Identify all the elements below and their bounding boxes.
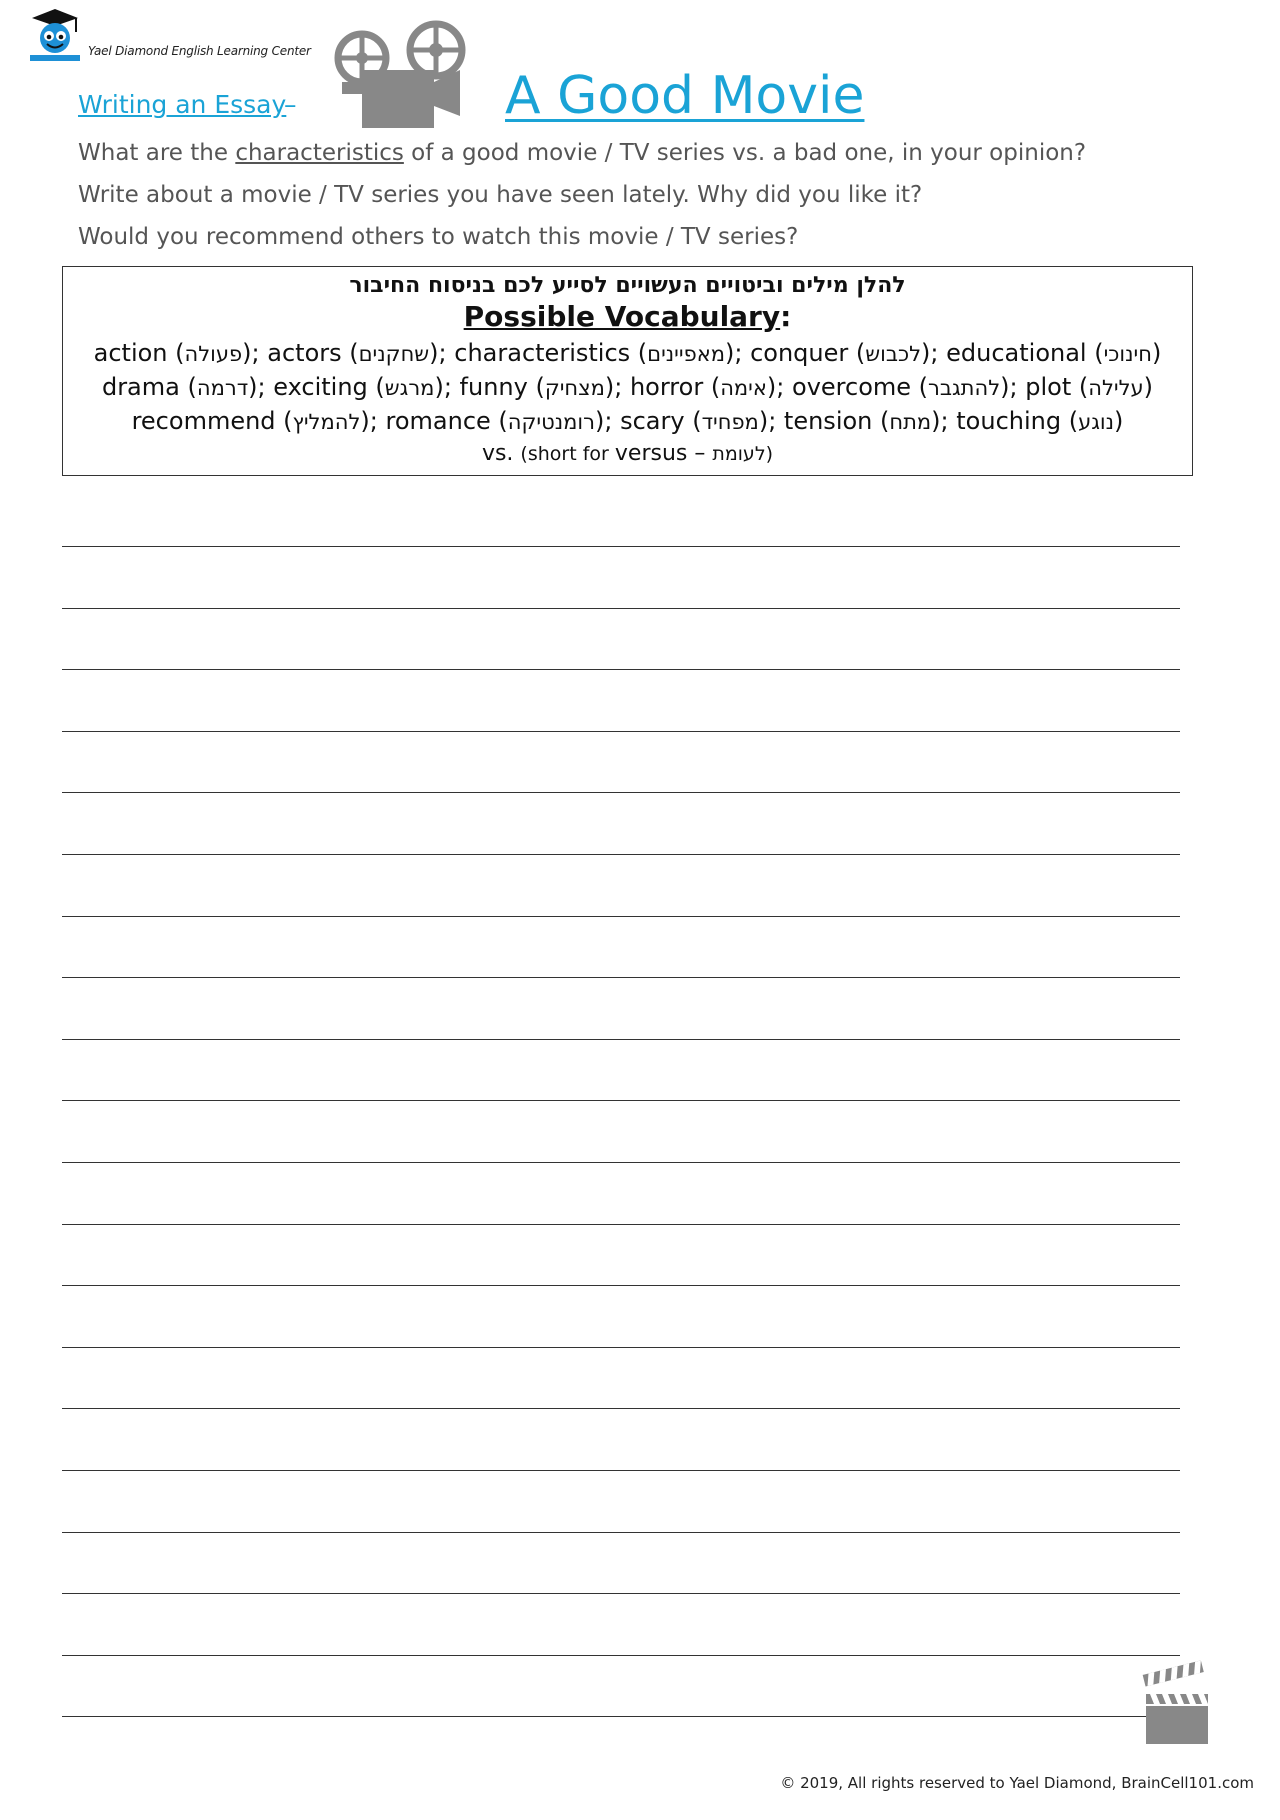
vocabulary-word: scary (מפחיד) — [620, 407, 769, 435]
writing-line[interactable] — [62, 1039, 1180, 1040]
prompt-write-about: Write about a movie / TV series you have seen lately. Why did you like it? — [78, 182, 923, 208]
vocabulary-word: drama (דרמה) — [101, 373, 258, 401]
vocabulary-word: horror (אימה) — [629, 373, 777, 401]
writing-line[interactable] — [62, 792, 1180, 793]
vocabulary-word: action (פעולה) — [93, 339, 252, 367]
writing-line[interactable] — [62, 1100, 1180, 1101]
vocabulary-word: overcome (להתגבר) — [792, 373, 1010, 401]
vocabulary-word: plot (עלילה) — [1025, 373, 1154, 401]
writing-line[interactable] — [62, 731, 1180, 732]
vocabulary-word: touching (נוגע) — [956, 407, 1124, 435]
vocabulary-word: educational (חינוכי) — [946, 339, 1162, 367]
braincell-logo-icon — [26, 6, 84, 62]
writing-line[interactable] — [62, 854, 1180, 855]
writing-line[interactable] — [62, 1162, 1180, 1163]
essay-subtitle[interactable]: Writing an Essay — [78, 90, 287, 119]
vocabulary-word: actors (שחקנים) — [267, 339, 439, 367]
vocabulary-word: recommend (להמליץ) — [131, 407, 370, 435]
vocabulary-word: tension (מתח) — [783, 407, 941, 435]
vocabulary-word: exciting (מרגש) — [273, 373, 444, 401]
writing-line[interactable] — [62, 1285, 1180, 1286]
vocabulary-line: drama (דרמה); exciting (מרגש); funny (מצחיק); horror (אימה); overcome (להתגבר); plot (עלילה) — [101, 373, 1154, 401]
hebrew-instructions: להלן מילים וביטויים העשויים לסייע לכם בניסוח החיבור — [349, 273, 906, 298]
writing-line[interactable] — [62, 1347, 1180, 1348]
prompt-characteristics: What are the characteristics of a good movie / TV series vs. a bad one, in your opinion? — [78, 140, 1087, 166]
writing-line[interactable] — [62, 916, 1180, 917]
writing-line[interactable] — [62, 1532, 1180, 1533]
writing-line[interactable] — [62, 1224, 1180, 1225]
writing-line[interactable] — [62, 1593, 1180, 1594]
writing-line[interactable] — [62, 977, 1180, 978]
clapperboard-icon — [1140, 1660, 1210, 1748]
vocabulary-line: recommend (להמליץ); romance (רומנטיקה); scary (מפחיד); tension (מתח); touching (נוגע) — [131, 407, 1124, 435]
writing-line[interactable] — [62, 1408, 1180, 1409]
writing-line[interactable] — [62, 1716, 1180, 1717]
writing-line[interactable] — [62, 546, 1180, 547]
vocabulary-word: romance (רומנטיקה) — [385, 407, 605, 435]
writing-line[interactable] — [62, 1470, 1180, 1471]
characteristics-link: characteristics — [235, 140, 404, 166]
vocabulary-title: Possible Vocabulary: — [463, 300, 792, 333]
page-title[interactable]: A Good Movie — [505, 66, 865, 126]
vocabulary-word: characteristics (מאפיינים) — [454, 339, 735, 367]
org-name: Yael Diamond English Learning Center — [88, 44, 311, 58]
vocabulary-word: funny (מצחיק) — [459, 373, 615, 401]
subtitle-dash: – — [284, 90, 297, 119]
vocabulary-word: conquer (לכבוש) — [750, 339, 931, 367]
prompt-recommend: Would you recommend others to watch this movie / TV series? — [78, 224, 799, 250]
vocabulary-line: action (פעולה); actors (שחקנים); characteristics (מאפיינים); conquer (לכבוש); educational (חינוכי) — [93, 339, 1162, 367]
writing-line[interactable] — [62, 608, 1180, 609]
vocabulary-box — [62, 266, 1193, 476]
vocabulary-vs-line: vs. (short for versus – לעומת) — [481, 441, 774, 466]
writing-line[interactable] — [62, 669, 1180, 670]
copyright-notice: © 2019, All rights reserved to Yael Diamond, BrainCell101.com — [780, 1774, 1254, 1792]
writing-line[interactable] — [62, 1655, 1180, 1656]
film-projector-icon — [332, 20, 474, 132]
